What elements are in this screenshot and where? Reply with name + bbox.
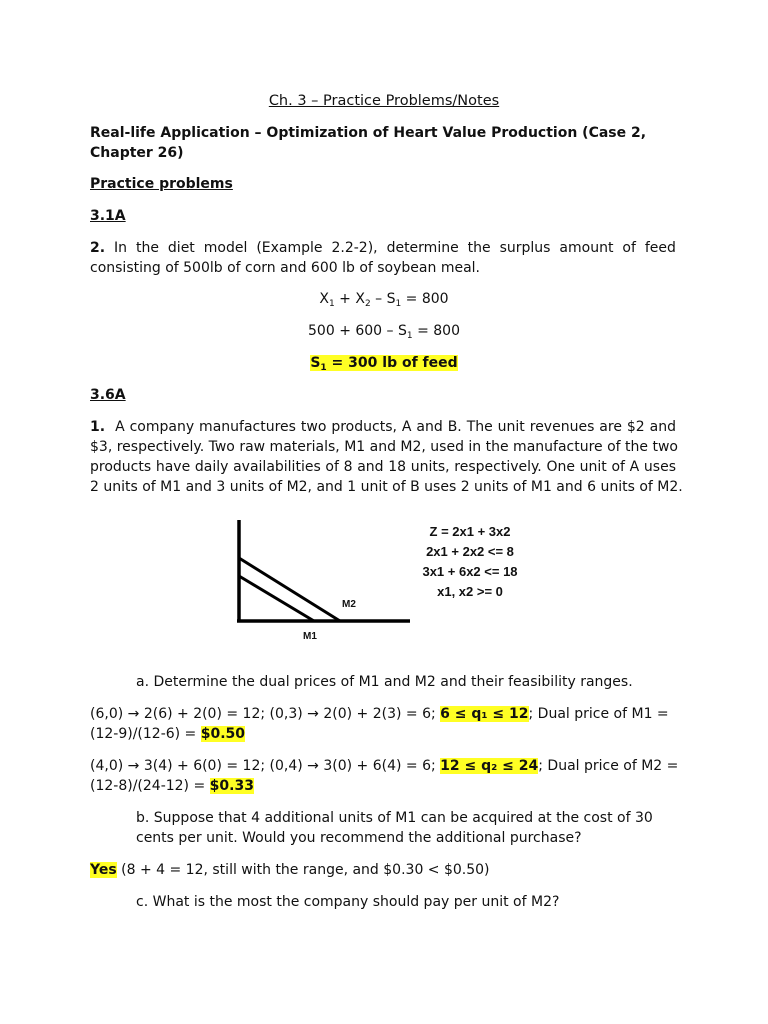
company-problem-line4: 2 units of M1 and 3 units of M2, and 1 unit of B uses 2 units of M1 and 6 units of M2. [90, 479, 683, 495]
word: the [467, 240, 491, 256]
part-b-question-line2: cents per unit. Would you recommend the additional purchase? [136, 830, 582, 846]
section-3-6a-heading: 3.6A [90, 387, 126, 403]
page-title: Ch. 3 – Practice Problems/Notes [268, 93, 500, 109]
practice-problems-heading: Practice problems [90, 176, 233, 192]
m2-calc-line1: (4,0) → 3(4) + 6(0) = 12; (0,4) → 3(0) + 6(4) = 6; 12 ≤ q₂ ≤ 24; Dual price of M2 = [90, 758, 679, 774]
word: diet [167, 240, 195, 256]
problem-number: 2. [90, 240, 106, 256]
application-heading-line2: Chapter 26) [90, 145, 184, 161]
part-c-question: c. What is the most the company should pay per unit of M2? [136, 894, 560, 910]
word: determine [386, 240, 459, 256]
word: the [135, 240, 159, 256]
nonnegativity-constraint: x1, x2 >= 0 [437, 584, 503, 599]
yes-answer: Yes [90, 862, 117, 878]
m2-label: M2 [342, 599, 356, 610]
word: In [114, 240, 128, 256]
diet-problem-line1 [90, 239, 676, 257]
lp-model [405, 522, 535, 602]
word: model [203, 240, 248, 256]
surplus-equation-2: $500 + 600 - S_1 = 800$ [308, 323, 460, 341]
part-b-answer: Yes (8 + 4 = 12, still with the range, and $0.30 < $0.50) [90, 862, 490, 878]
surplus-answer: $S_1 = 300$ lb of feed [310, 355, 458, 373]
m1-dual-price: $0.50 [200, 726, 246, 742]
application-heading-line1: Real-life Application – Optimization of Heart Value Production (Case 2, [90, 125, 647, 141]
company-problem-line3: products have daily availabilities of 8 and 18 units, respectively. One unit of A uses [90, 459, 676, 475]
part-b-question-line1: b. Suppose that 4 additional units of M1 can be acquired at the cost of 30 [136, 810, 653, 826]
m1-calc-line2: (12-9)/(12-6) = $0.50 [90, 726, 246, 742]
word: amount [559, 240, 614, 256]
m1-feasibility-range: 6 ≤ q₁ ≤ 12 [440, 706, 529, 722]
word: (Example [256, 240, 323, 256]
word: feed [644, 240, 676, 256]
problem-number: 1. [90, 419, 106, 435]
diet-problem-line2: consisting of 500lb of corn and 600 lb of soybean meal. [90, 260, 480, 276]
m1-constraint-line [239, 558, 340, 621]
objective-function: Z = 2x1 + 3x2 [429, 524, 511, 539]
feasible-region-graph [230, 518, 415, 628]
m2-feasibility-range: 12 ≤ q₂ ≤ 24 [440, 758, 539, 774]
constraint-m1: 2x1 + 2x2 <= 8 [426, 544, 514, 559]
word: surplus [499, 240, 551, 256]
company-problem-line1: 1. A company manufactures two products, A and B. The unit revenues are $2 and [90, 419, 676, 435]
m1-calc-line1: (6,0) → 2(6) + 2(0) = 12; (0,3) → 2(0) + 2(3) = 6; 6 ≤ q₁ ≤ 12; Dual price of M1 = [90, 706, 669, 722]
constraint-m2: 3x1 + 6x2 <= 18 [422, 564, 518, 579]
company-problem-line2: $3, respectively. Two raw materials, M1 and M2, used in the manufacture of the two [90, 439, 678, 455]
section-3-1a-heading: 3.1A [90, 208, 126, 224]
part-a-question: a. Determine the dual prices of M1 and M2 and their feasibility ranges. [136, 674, 633, 690]
word: of [622, 240, 636, 256]
m2-dual-price: $0.33 [209, 778, 254, 794]
m2-calc-line2: (12-8)/(24-12) = $0.33 [90, 778, 254, 794]
surplus-equation-1: $X_1 + X_2 - S_1 = 800$ [319, 291, 449, 309]
word: 2.2-2), [331, 240, 378, 256]
m1-label: M1 [303, 631, 317, 642]
